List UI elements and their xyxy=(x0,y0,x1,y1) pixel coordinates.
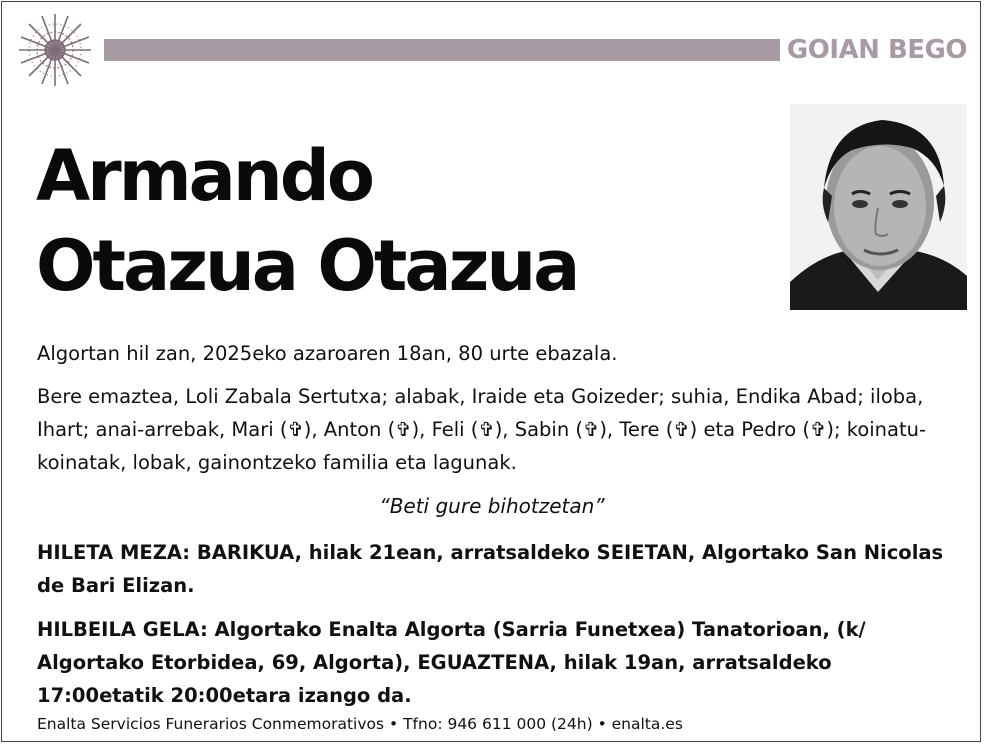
deceased-name xyxy=(36,131,577,311)
funeral-home-footer: Enalta Servicios Funerarios Conmemorativos • Tfno: 946 611 000 (24h) • enalta.es xyxy=(37,715,683,733)
header-bar xyxy=(104,39,780,61)
lauburu-logo-icon xyxy=(12,10,98,90)
funeral-mass-info: HILETA MEZA: BARIKUA, hilak 21ean, arratsaldeko SEIETAN, Algortako San Nicolas de Bari Elizan. xyxy=(37,541,944,597)
portrait-icon xyxy=(790,104,967,310)
memorial-quote: “Beti gure bihotzetan” xyxy=(379,494,605,518)
wake-info: HILBEILA GELA: Algortako Enalta Algorta (Sarria Funetxea) Tanatorioan, (k/ Algortako Etorbidea, 69, Algorta), EGUAZTENA, hilak 19an, arratsaldeko 17:00etatik 20:00etara izango da. xyxy=(37,618,866,707)
first-name: Armando xyxy=(36,135,372,217)
portrait-photo xyxy=(790,104,967,310)
surnames: Otazua Otazua xyxy=(36,225,578,307)
death-notice: Algortan hil zan, 2025eko azaroaren 18an, 80 urte ebazala. xyxy=(37,342,618,365)
family-list: Bere emaztea, Loli Zabala Sertutxa; alabak, Iraide eta Goizeder; suhia, Endika Abad; iloba, Ihart; anai-arrebak, Mari (✞), Anton (✞), Feli (✞), Sabin (✞), Tere (✞) eta Pedro (✞); koinatu-koinatak, lobak, gainontzeko familia eta lagunak. xyxy=(37,385,927,474)
header-label: GOIAN BEGO xyxy=(786,35,967,65)
